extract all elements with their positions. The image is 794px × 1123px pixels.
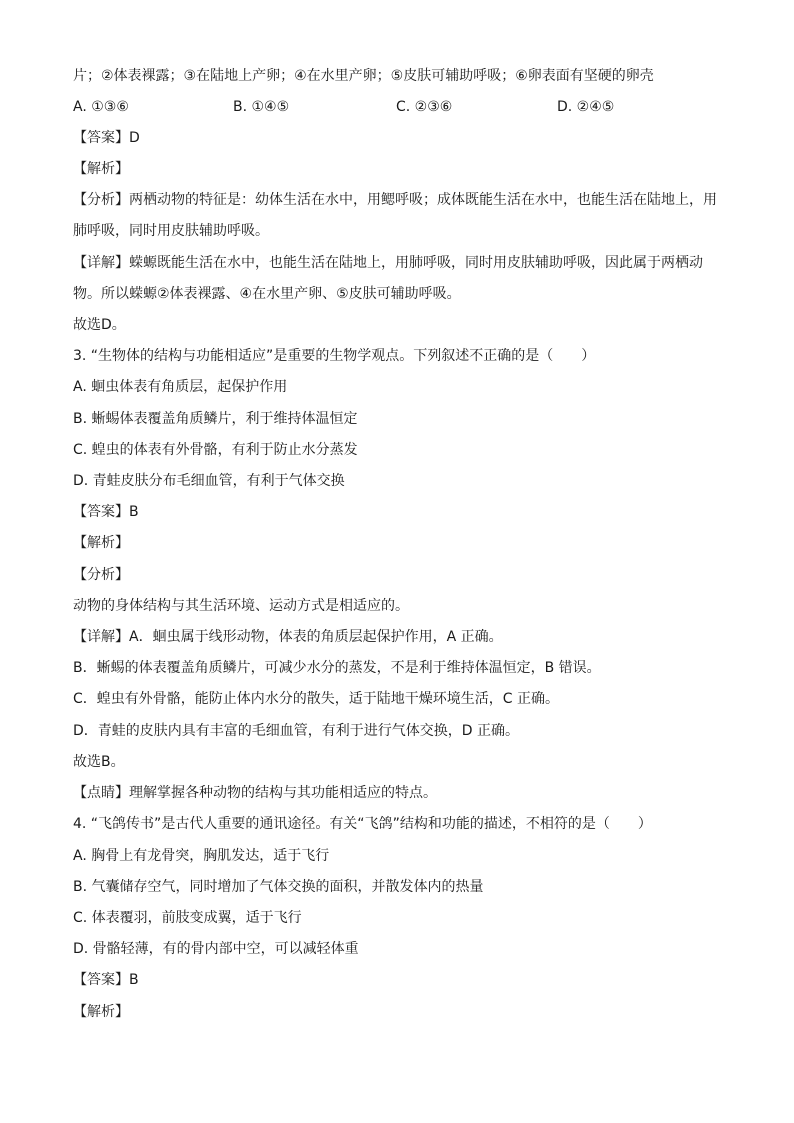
q3-option-a: A. 蛔虫体表有角质层，起保护作用 <box>73 379 288 395</box>
q2-stem-continuation: 片；②体表裸露；③在陆地上产卵；④在水里产卵；⑤皮肤可辅助呼吸；⑥卵表面有坚硬的卵壳 <box>73 68 654 84</box>
q3-detail-line-3: C．蝗虫有外骨骼，能防止体内水分的散失，适于陆地干燥环境生活，C 正确。 <box>73 691 559 707</box>
q3-answer: 【答案】B <box>73 504 139 520</box>
q3-analysis-text: 动物的身体结构与其生活环境、运动方式是相适应的。 <box>73 598 409 614</box>
q4-answer: 【答案】B <box>73 972 139 988</box>
q2-answer: 【答案】D <box>73 130 140 146</box>
q3-analysis-heading: 【分析】 <box>73 567 129 583</box>
q2-option-d: D. ②④⑤ <box>557 99 615 115</box>
q3-detail-line-2: B．蜥蜴的体表覆盖角质鳞片，可减少水分的蒸发，不是利于维持体温恒定，B 错误。 <box>73 660 601 676</box>
q3-comment: 【点睛】理解掌握各种动物的结构与其功能相适应的特点。 <box>73 785 437 801</box>
q4-stem: 4. “飞鸽传书”是古代人重要的通讯途径。有关“飞鸽”结构和功能的描述，不相符的是（ ） <box>73 816 652 832</box>
q3-jiexi-heading: 【解析】 <box>73 535 129 551</box>
q4-option-a: A. 胸骨上有龙骨突，胸肌发达，适于飞行 <box>73 848 330 864</box>
q3-stem: 3. “生物体的结构与功能相适应”是重要的生物学观点。下列叙述不正确的是（ ） <box>73 348 596 364</box>
q2-jiexi-heading: 【解析】 <box>73 161 129 177</box>
q4-option-d: D. 骨骼轻薄，有的骨内部中空，可以减轻体重 <box>73 941 359 957</box>
q2-analysis-line-2: 肺呼吸，同时用皮肤辅助呼吸。 <box>73 223 269 239</box>
q2-analysis-line-1: 【分析】两栖动物的特征是：幼体生活在水中，用鳃呼吸；成体既能生活在水中，也能生活在陆地上，用 <box>73 192 717 208</box>
q2-option-c: C. ②③⑥ <box>396 99 453 115</box>
q2-option-b: B. ①④⑤ <box>233 99 290 115</box>
q2-option-a: A. ①③⑥ <box>73 99 129 115</box>
q2-detail-line-1: 【详解】蝾螈既能生活在水中，也能生活在陆地上，用肺呼吸，同时用皮肤辅助呼吸，因此属于两栖动 <box>73 255 703 271</box>
q4-option-b: B. 气囊储存空气，同时增加了气体交换的面积，并散发体内的热量 <box>73 879 484 895</box>
q3-detail-line-4: D．青蛙的皮肤内具有丰富的毛细血管，有利于进行气体交换，D 正确。 <box>73 723 520 739</box>
q3-option-c: C. 蝗虫的体表有外骨骼，有利于防止水分蒸发 <box>73 442 358 458</box>
q4-jiexi-heading: 【解析】 <box>73 1004 129 1020</box>
q4-option-c: C. 体表覆羽，前肢变成翼，适于飞行 <box>73 910 302 926</box>
q3-option-b: B. 蜥蜴体表覆盖角质鳞片，利于维持体温恒定 <box>73 411 358 427</box>
q3-detail-line-1: 【详解】A．蛔虫属于线形动物，体表的角质层起保护作用，A 正确。 <box>73 629 503 645</box>
q3-option-d: D. 青蛙皮肤分布毛细血管，有利于气体交换 <box>73 473 345 489</box>
q2-detail-line-2: 物。所以蝾螈②体表裸露、④在水里产卵、⑤皮肤可辅助呼吸。 <box>73 286 461 302</box>
q2-choose: 故选D。 <box>73 317 126 333</box>
q3-choose: 故选B。 <box>73 754 125 770</box>
